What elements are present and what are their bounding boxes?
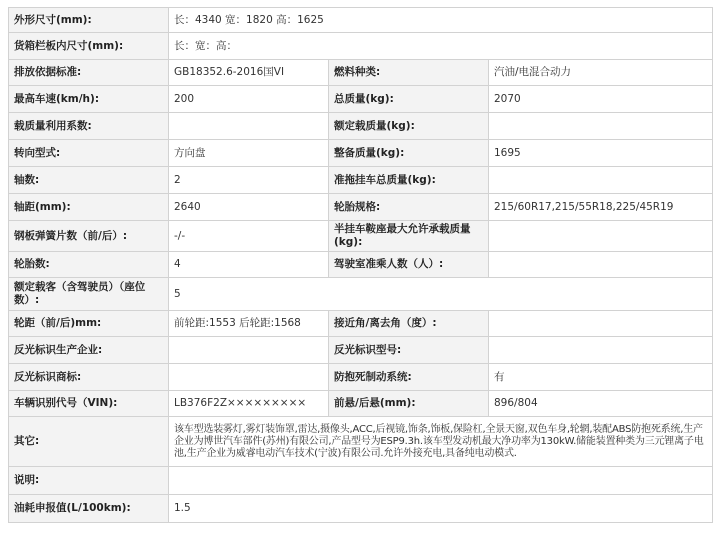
value-vin: LB376F2Z××××××××× xyxy=(169,391,329,417)
value-tire-count: 4 xyxy=(169,252,329,278)
value-fuel-consumption: 1.5 xyxy=(169,495,713,523)
value-leaf-springs: -/- xyxy=(169,221,329,252)
row-vin xyxy=(9,391,713,417)
value-track-width: 前轮距:1553 后轮距:1568 xyxy=(169,311,329,337)
label-other: 其它: xyxy=(9,417,169,467)
value-reflector-model xyxy=(489,337,713,364)
row-load-use xyxy=(9,113,713,140)
value-rated-load xyxy=(489,113,713,140)
row-axles xyxy=(9,167,713,194)
vehicle-spec-table xyxy=(8,7,713,523)
label-reflector-maker: 反光标识生产企业: xyxy=(9,337,169,364)
value-reflector-brand xyxy=(169,364,329,391)
label-abs: 防抱死制动系统: xyxy=(329,364,489,391)
label-leaf-springs: 钢板弹簧片数（前/后）: xyxy=(9,221,169,252)
label-dimensions: 外形尺寸(mm): xyxy=(9,8,169,33)
value-tire-spec: 215/60R17,215/55R18,225/45R19 xyxy=(489,194,713,221)
row-wheelbase xyxy=(9,194,713,221)
label-vin: 车辆识别代号（VIN): xyxy=(9,391,169,417)
label-max-speed: 最高车速(km/h): xyxy=(9,86,169,113)
row-steering xyxy=(9,140,713,167)
label-saddle-load: 半挂车鞍座最大允许承载质量(kg): xyxy=(329,221,489,252)
label-reflector-model: 反光标识型号: xyxy=(329,337,489,364)
row-other xyxy=(9,417,713,467)
value-load-utilization xyxy=(169,113,329,140)
label-cab-occupants: 驾驶室准乘人数（人）: xyxy=(329,252,489,278)
label-wheelbase: 轴距(mm): xyxy=(9,194,169,221)
label-approach-departure: 接近角/离去角（度）: xyxy=(329,311,489,337)
value-saddle-load xyxy=(489,221,713,252)
label-rated-passengers: 额定载客（含驾驶员）（座位数）: xyxy=(9,278,169,311)
row-dimensions xyxy=(9,8,713,33)
label-fuel-type: 燃料种类: xyxy=(329,60,489,86)
value-fuel-type: 汽油/电混合动力 xyxy=(489,60,713,86)
value-axles: 2 xyxy=(169,167,329,194)
value-emission-standard: GB18352.6-2016国VI xyxy=(169,60,329,86)
value-total-mass: 2070 xyxy=(489,86,713,113)
value-other: 该车型选装雾灯,雾灯装饰罩,雷达,摄像头,ACC,后视镜,饰条,饰板,保险杠,全景天窗,双色车身,轮辋,装配ABS防抱死系统,生产企业为博世汽车部件(苏州)有限公司,产品型号为ESP9.3h.该车型发动机最大净功率为130kW.储能装置种类为三元锂离子电池,生产企业为威睿电动汽车技术(宁波)有限公司.允许外接充电,具备纯电动模式. xyxy=(169,417,713,467)
label-trailer-mass: 准拖挂车总质量(kg): xyxy=(329,167,489,194)
row-reflector-brand xyxy=(9,364,713,391)
label-emission-standard: 排放依据标准: xyxy=(9,60,169,86)
label-fuel-consumption: 油耗申报值(L/100km): xyxy=(9,495,169,523)
label-overhang: 前悬/后悬(mm): xyxy=(329,391,489,417)
row-remark xyxy=(9,467,713,495)
label-reflector-brand: 反光标识商标: xyxy=(9,364,169,391)
row-passengers xyxy=(9,278,713,311)
value-curb-mass: 1695 xyxy=(489,140,713,167)
row-springs xyxy=(9,221,713,252)
value-cab-occupants xyxy=(489,252,713,278)
value-trailer-mass xyxy=(489,167,713,194)
row-track xyxy=(9,311,713,337)
label-tire-count: 轮胎数: xyxy=(9,252,169,278)
label-track-width: 轮距（前/后)mm: xyxy=(9,311,169,337)
value-reflector-maker xyxy=(169,337,329,364)
label-steering: 转向型式: xyxy=(9,140,169,167)
label-cargo-box: 货箱栏板内尺寸(mm): xyxy=(9,33,169,60)
value-max-speed: 200 xyxy=(169,86,329,113)
label-tire-spec: 轮胎规格: xyxy=(329,194,489,221)
row-emission xyxy=(9,60,713,86)
value-steering: 方向盘 xyxy=(169,140,329,167)
label-axles: 轴数: xyxy=(9,167,169,194)
value-approach-departure xyxy=(489,311,713,337)
value-cargo-box: 长：宽：高： xyxy=(169,33,713,60)
value-abs: 有 xyxy=(489,364,713,391)
value-overhang: 896/804 xyxy=(489,391,713,417)
value-rated-passengers: 5 xyxy=(169,278,713,311)
row-reflector-maker xyxy=(9,337,713,364)
row-speed xyxy=(9,86,713,113)
row-cargo-box xyxy=(9,33,713,60)
value-dimensions: 长：4340 宽：1820 高：1625 xyxy=(169,8,713,33)
label-rated-load: 额定载质量(kg): xyxy=(329,113,489,140)
row-fuel-consumption xyxy=(9,495,713,523)
value-wheelbase: 2640 xyxy=(169,194,329,221)
label-total-mass: 总质量(kg): xyxy=(329,86,489,113)
row-tires xyxy=(9,252,713,278)
label-load-utilization: 载质量利用系数: xyxy=(9,113,169,140)
label-remark: 说明: xyxy=(9,467,169,495)
value-remark xyxy=(169,467,713,495)
label-curb-mass: 整备质量(kg): xyxy=(329,140,489,167)
